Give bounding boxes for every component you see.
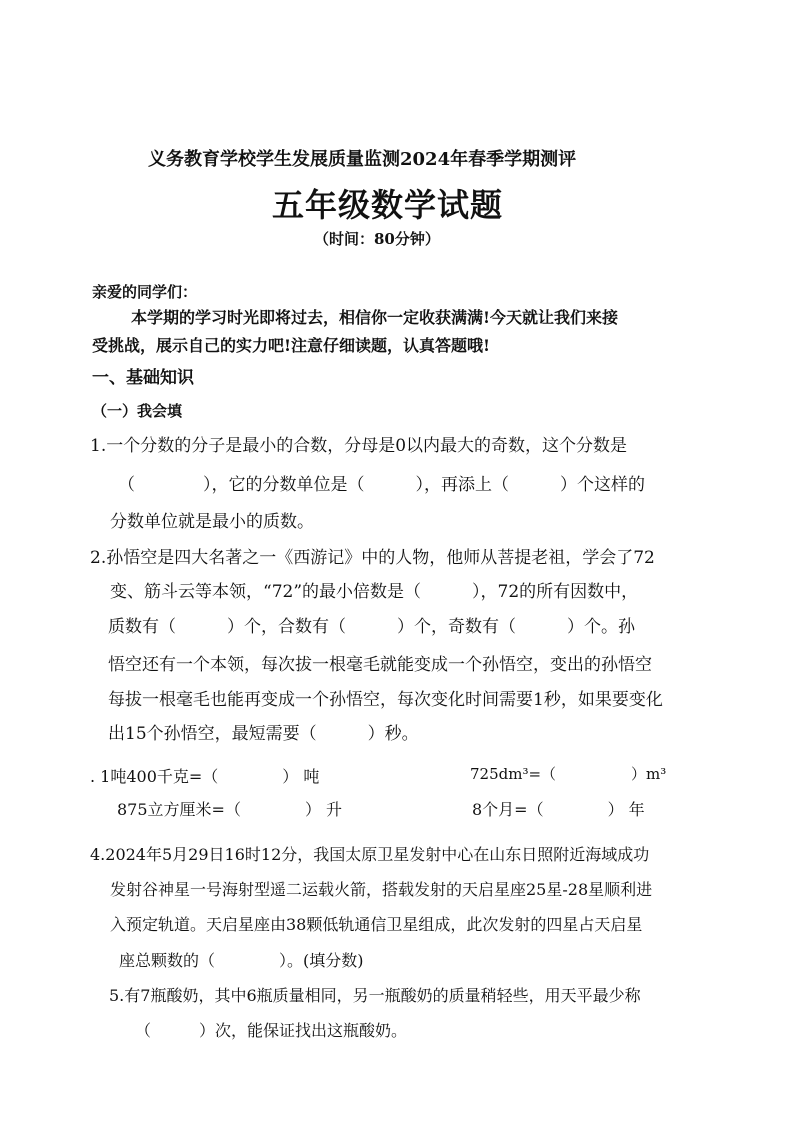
q1-line-2: （ ），它的分数单位是（ ），再添上（ ）个这样的 [118, 475, 645, 495]
q2-line-3: 质数有（ ）个，合数有（ ）个，奇数有（ ）个。孙 [108, 617, 635, 637]
q1-line-1: 1.一个分数的分子是最小的合数，分母是0以内最大的奇数，这个分数是 [90, 436, 628, 456]
q4-line-1: 4.2024年5月29日16时12分，我国太原卫星发射中心在山东日照附近海域成功 [90, 845, 650, 864]
q2-line-2: 变、筋斗云等本领，“72”的最小倍数是（ ），72的所有因数中， [110, 582, 639, 602]
q5-line-1: 5.有7瓶酸奶，其中6瓶质量相同，另一瓶酸奶的质量稍轻些，用天平最少称 [109, 986, 641, 1005]
q4-line-4: 座总颗数的（ ）。(填分数) [119, 951, 364, 970]
exam-subtitle: 义务教育学校学生发展质量监测2024年春季学期测评 [148, 149, 577, 170]
q3-item-a: . 1吨400千克=（ ） 吨 [90, 767, 320, 786]
q3-item-d: 8个月=（ ） 年 [472, 800, 645, 819]
exam-title: 五年级数学试题 [272, 186, 504, 224]
q3-item-b: 725dm³=（ ）m³ [470, 765, 667, 783]
q2-line-5: 每拔一根毫毛也能再变成一个孙悟空，每次变化时间需要1秒，如果要变化 [108, 690, 663, 710]
section-heading: 一、基础知识 [92, 368, 194, 388]
q4-line-2: 发射谷神星一号海射型遥二运载火箭，搭载发射的天启星座25星-28星顺利进 [110, 880, 653, 899]
greeting: 亲爱的同学们： [92, 283, 198, 301]
q5-line-2: （ ）次，能保证找出这瓶酸奶。 [135, 1021, 408, 1040]
intro-line-2: 受挑战，展示自己的实力吧!注意仔细读题，认真答题哦! [92, 336, 491, 355]
q1-line-3: 分数单位就是最小的质数。 [110, 512, 314, 532]
q2-line-4: 悟空还有一个本领，每次拔一根毫毛就能变成一个孙悟空，变出的孙悟空 [108, 655, 652, 675]
subsection-heading: （一）我会填 [92, 402, 183, 420]
exam-time: （时间：80分钟） [314, 230, 440, 248]
q2-line-6: 出15个孙悟空，最短需要（ ）秒。 [108, 724, 419, 744]
q2-line-1: 2.孙悟空是四大名著之一《西游记》中的人物，他师从菩提老祖，学会了72 [90, 548, 655, 568]
q4-line-3: 入预定轨道。天启星座由38颗低轨通信卫星组成，此次发射的四星占天启星 [110, 915, 643, 934]
intro-line-1: 本学期的学习时光即将过去，相信你一定收获满满!今天就让我们来接 [131, 308, 619, 327]
q3-item-c: 875立方厘米=（ ） 升 [117, 800, 343, 819]
